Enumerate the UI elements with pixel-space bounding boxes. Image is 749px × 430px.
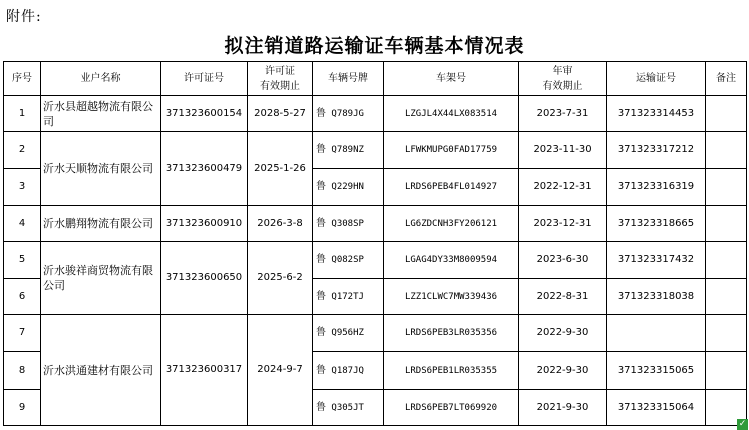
transport-cert-cell — [607, 315, 706, 352]
plate-cell — [313, 315, 384, 352]
table-row — [4, 206, 747, 242]
inspection-cell: 2023-11-30 — [519, 132, 607, 169]
annex-label: 附件: — [6, 9, 42, 25]
header-remark: 备注 — [706, 62, 747, 96]
license-cell: 371323600154 — [161, 96, 248, 132]
vin-cell: LGAG4DY33M8009594 — [384, 242, 519, 279]
company-cell: 沂水天顺物流有限公司 — [41, 132, 161, 206]
plate-number: Q789JG — [331, 108, 364, 119]
header-inspection-line1: 年审 — [552, 65, 573, 77]
plate-cell — [313, 169, 384, 206]
vin-cell: LRDS6PEB1LR035355 — [384, 352, 519, 390]
plate-cell — [313, 279, 384, 315]
seq-cell: 3 — [4, 169, 41, 206]
license-cell: 371323600479 — [161, 132, 248, 206]
license-valid-cell: 2025-1-26 — [248, 132, 313, 206]
vin-cell: LRDS6PEB7LT069920 — [384, 390, 519, 426]
vin-cell: LZGJL4X44LX083514 — [384, 96, 519, 132]
seq-cell: 6 — [4, 279, 41, 315]
transport-cert-cell: 371323315065 — [607, 352, 706, 390]
header-inspection-valid — [519, 62, 607, 96]
header-transport-cert: 运输证号 — [607, 62, 706, 96]
inspection-cell: 2023-6-30 — [519, 242, 607, 279]
inspection-cell: 2022-9-30 — [519, 315, 607, 352]
license-cell: 371323600910 — [161, 206, 248, 242]
seq-cell: 8 — [4, 352, 41, 390]
table-header-row — [4, 62, 747, 96]
transport-cert-cell: 371323318038 — [607, 279, 706, 315]
plate-province: 鲁 — [316, 401, 326, 413]
vin-cell: LRDS6PEB3LR035356 — [384, 315, 519, 352]
seq-cell: 9 — [4, 390, 41, 426]
seq-cell: 2 — [4, 132, 41, 169]
table-row — [4, 132, 747, 169]
remark-cell — [706, 96, 747, 132]
inspection-cell: 2023-12-31 — [519, 206, 607, 242]
remark-cell — [706, 206, 747, 242]
license-cell: 371323600650 — [161, 242, 248, 315]
plate-cell — [313, 96, 384, 132]
plate-cell — [313, 132, 384, 169]
transport-cert-cell: 371323317212 — [607, 132, 706, 169]
remark-cell — [706, 352, 747, 390]
header-vin: 车架号 — [384, 62, 519, 96]
plate-number: Q956HZ — [331, 328, 364, 338]
seq-cell: 4 — [4, 206, 41, 242]
remark-cell — [706, 169, 747, 206]
inspection-cell: 2023-7-31 — [519, 96, 607, 132]
inspection-cell: 2021-9-30 — [519, 390, 607, 426]
plate-number: Q172TJ — [331, 291, 364, 302]
plate-province: 鲁 — [316, 254, 326, 265]
remark-cell — [706, 242, 747, 279]
document-title: 拟注销道路运输证车辆基本情况表 — [224, 35, 525, 57]
corner-check-icon: ✓ — [738, 419, 747, 429]
plate-province: 鲁 — [316, 144, 326, 155]
plate-number: Q308SP — [331, 218, 364, 229]
vin-cell: LZZ1CLWC7MW339436 — [384, 279, 519, 315]
plate-number: Q305JT — [331, 402, 364, 413]
plate-province: 鲁 — [316, 327, 326, 338]
license-cell: 371323600317 — [161, 315, 248, 426]
vehicle-table — [3, 61, 747, 426]
transport-cert-cell: 371323318665 — [607, 206, 706, 242]
license-valid-cell: 2024-9-7 — [248, 315, 313, 426]
seq-cell: 1 — [4, 96, 41, 132]
company-cell: 沂水骏祥商贸物流有限公司 — [41, 242, 161, 315]
remark-cell — [706, 279, 747, 315]
inspection-cell: 2022-12-31 — [519, 169, 607, 206]
header-company: 业户名称 — [41, 62, 161, 96]
header-license-valid-line2: 有效期止 — [260, 80, 300, 92]
header-license-valid-line1: 许可证 — [265, 65, 295, 77]
header-plate: 车辆号牌 — [313, 62, 384, 96]
company-cell: 沂水洪通建材有限公司 — [41, 315, 161, 426]
header-license: 许可证号 — [161, 62, 248, 96]
inspection-cell: 2022-8-31 — [519, 279, 607, 315]
plate-province: 鲁 — [316, 290, 326, 302]
plate-number: Q229HN — [331, 182, 364, 192]
header-inspection-line2: 有效期止 — [542, 80, 583, 92]
plate-province: 鲁 — [316, 364, 326, 376]
transport-cert-cell: 371323316319 — [607, 169, 706, 206]
table-row — [4, 315, 747, 352]
header-license-valid — [248, 62, 313, 96]
vin-cell: LG6ZDCNH3FY206121 — [384, 206, 519, 242]
transport-cert-cell: 371323317432 — [607, 242, 706, 279]
plate-number: Q789NZ — [331, 145, 364, 155]
plate-cell — [313, 352, 384, 390]
header-seq: 序号 — [4, 62, 41, 96]
table-row — [4, 242, 747, 279]
remark-cell — [706, 315, 747, 352]
plate-number: Q082SP — [331, 255, 364, 265]
license-valid-cell: 2025-6-2 — [248, 242, 313, 315]
transport-cert-cell: 371323315064 — [607, 390, 706, 426]
plate-province: 鲁 — [316, 107, 326, 119]
plate-number: Q187JQ — [331, 365, 364, 376]
company-cell: 沂水鹏翔物流有限公司 — [41, 206, 161, 242]
plate-cell — [313, 206, 384, 242]
remark-cell — [706, 132, 747, 169]
seq-cell: 5 — [4, 242, 41, 279]
inspection-cell: 2022-9-30 — [519, 352, 607, 390]
transport-cert-cell: 371323314453 — [607, 96, 706, 132]
license-valid-cell: 2028-5-27 — [248, 96, 313, 132]
company-cell: 沂水县超越物流有限公司 — [41, 96, 161, 132]
vin-cell: LFWKMUPG0FAD17759 — [384, 132, 519, 169]
plate-province: 鲁 — [316, 217, 326, 229]
license-valid-cell: 2026-3-8 — [248, 206, 313, 242]
plate-cell — [313, 242, 384, 279]
seq-cell: 7 — [4, 315, 41, 352]
table-row — [4, 96, 747, 132]
vin-cell: LRDS6PEB4FL014927 — [384, 169, 519, 206]
plate-cell — [313, 390, 384, 426]
plate-province: 鲁 — [316, 181, 326, 192]
